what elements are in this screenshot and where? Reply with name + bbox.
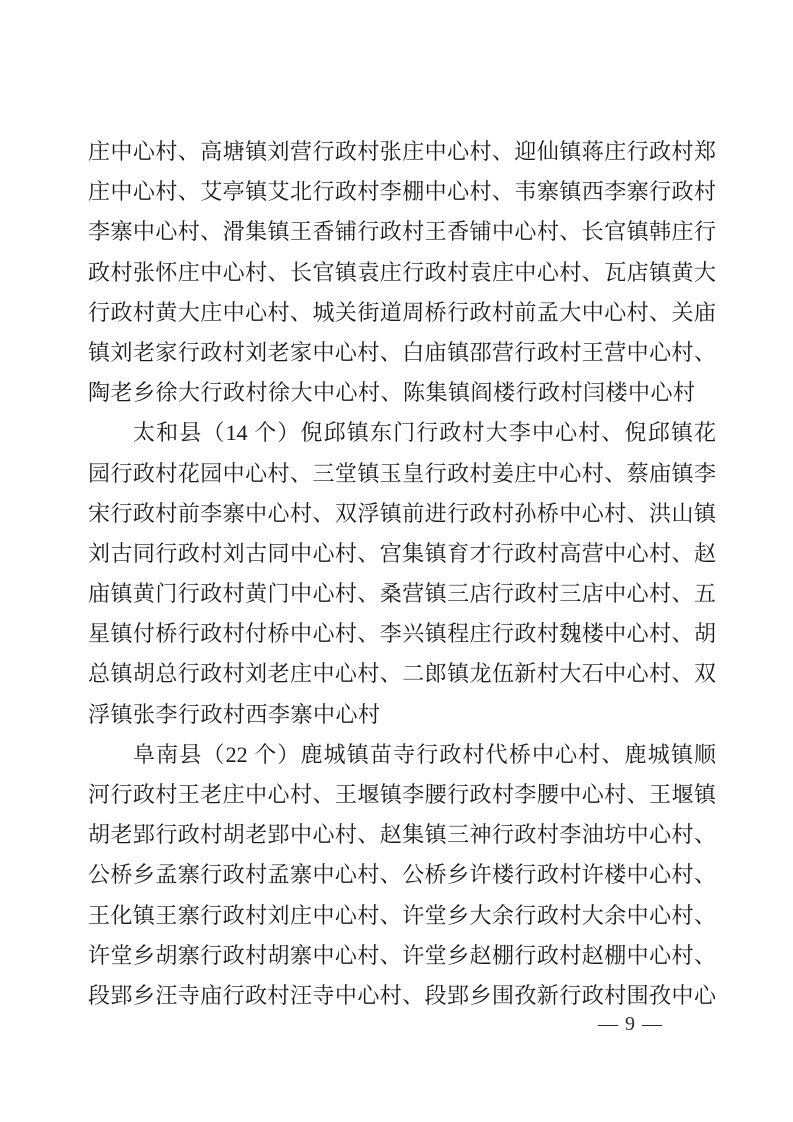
text-line: 政村张怀庄中心村、长官镇袁庄行政村袁庄中心村、瓦店镇黄大 [88, 259, 716, 285]
text-line: 星镇付桥行政村付桥中心村、李兴镇程庄行政村魏楼中心村、胡 [88, 621, 716, 647]
text-line: 公桥乡孟寨行政村孟寨中心村、公桥乡许楼行政村许楼中心村、 [88, 862, 716, 888]
text-line: 段郢乡汪寺庙行政村汪寺中心村、段郢乡围孜新行政村围孜中心 [88, 982, 716, 1008]
text-line: 太和县（14 个）倪邱镇东门行政村大李中心村、倪邱镇花 [133, 420, 716, 446]
text-line: 刘古同行政村刘古同中心村、宫集镇育才行政村高营中心村、赵 [88, 540, 716, 566]
text-line: 胡老郢行政村胡老郢中心村、赵集镇三神行政村李油坊中心村、 [88, 822, 716, 848]
text-line: 宋行政村前李寨中心村、双浮镇前进行政村孙桥中心村、洪山镇 [88, 500, 716, 526]
text-line: 许堂乡胡寨行政村胡寨中心村、许堂乡赵棚行政村赵棚中心村、 [88, 942, 716, 968]
text-line: 庙镇黄门行政村黄门中心村、桑营镇三店行政村三店中心村、五 [88, 581, 716, 607]
text-line: 总镇胡总行政村刘老庄中心村、二郎镇龙伍新村大石中心村、双 [88, 661, 716, 687]
paragraph-funan-county [88, 735, 716, 1016]
text-line: 庄中心村、高塘镇刘营行政村张庄中心村、迎仙镇蒋庄行政村郑 [88, 139, 716, 164]
text-line: 庄中心村、艾亭镇艾北行政村李棚中心村、韦寨镇西李寨行政村 [88, 179, 716, 205]
text-line: 行政村黄大庄中心村、城关街道周桥行政村前孟大中心村、关庙 [88, 299, 716, 325]
text-line: 河行政村王老庄中心村、王堰镇李腰行政村李腰中心村、王堰镇 [88, 782, 716, 807]
text-line: 王化镇王寨行政村刘庄中心村、许堂乡大余行政村大余中心村、 [88, 902, 716, 928]
text-line: 李寨中心村、滑集镇王香铺行政村王香铺中心村、长官镇韩庄行 [88, 219, 716, 245]
text-line: 陶老乡徐大行政村徐大中心村、陈集镇阎楼行政村闫楼中心村 [88, 380, 696, 406]
paragraph-taihe-county [88, 413, 716, 735]
text-line: 阜南县（22 个）鹿城镇苗寺行政村代桥中心村、鹿城镇顺 [133, 741, 716, 767]
page-number: — 9 — [598, 1013, 663, 1035]
text-line: 园行政村花园中心村、三堂镇玉皇行政村姜庄中心村、蔡庙镇李 [88, 460, 716, 486]
text-block [88, 132, 716, 1016]
paragraph-linquan-county-continuation [88, 132, 716, 413]
text-line: 镇刘老家行政村刘老家中心村、白庙镇邵营行政村王营中心村、 [88, 339, 716, 365]
text-line: 浮镇张李行政村西李寨中心村 [88, 701, 381, 727]
